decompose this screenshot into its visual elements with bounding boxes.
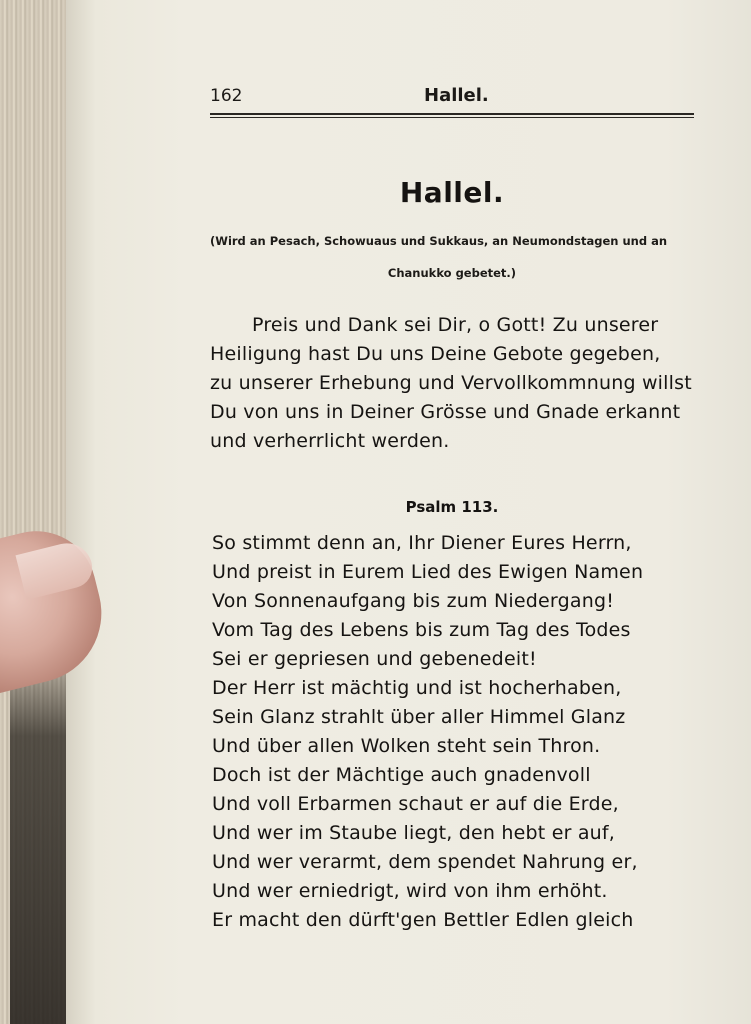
verse-line: Und wer verarmt, dem spendet Nahrung er, [212, 851, 638, 873]
psalm-heading: Psalm 113. [405, 498, 499, 516]
liturgical-note-line-1: (Wird an Pesach, Schowuaus und Sukkaus, an Neumondstagen und an [210, 234, 668, 248]
running-title: Hallel. [424, 85, 489, 106]
verse-line: Und wer im Staube liegt, den hebt er auf, [212, 822, 616, 844]
page-title: Hallel. [399, 176, 505, 209]
verse-line: Und preist in Eurem Lied des Ewigen Namen [212, 561, 644, 583]
verse-line: Sei er gepriesen und gebenedeit! [212, 648, 537, 670]
page-number: 162 [210, 86, 243, 106]
verse-line: Von Sonnenaufgang bis zum Niedergang! [212, 590, 615, 612]
intro-line: und verherrlicht werden. [210, 430, 450, 452]
verse-line: Vom Tag des Lebens bis zum Tag des Todes [212, 619, 631, 641]
book-page-edges [0, 0, 72, 1024]
verse-line: So stimmt denn an, Ihr Diener Eures Herrn, [212, 532, 632, 554]
intro-line: Heiligung hast Du uns Deine Gebote gegeben, [210, 343, 661, 365]
intro-line: Preis und Dank sei Dir, o Gott! Zu unserer [252, 314, 659, 336]
page-header [210, 86, 694, 110]
verse-line: Und über allen Wolken steht sein Thron. [212, 735, 601, 757]
verse-line: Doch ist der Mächtige auch gnadenvoll [212, 764, 591, 786]
intro-line: zu unserer Erhebung und Vervollkommnung willst [210, 372, 692, 394]
verse-line: Er macht den dürft'gen Bettler Edlen gleich [212, 909, 634, 931]
liturgical-note-line-2: Chanukko gebetet.) [387, 266, 517, 280]
verse-line: Und voll Erbarmen schaut er auf die Erde, [212, 793, 619, 815]
verse-line: Sein Glanz strahlt über aller Himmel Glanz [212, 706, 626, 728]
intro-line: Du von uns in Deiner Grösse und Gnade erkannt [210, 401, 681, 423]
verse-line: Und wer erniedrigt, wird von ihm erhöht. [212, 880, 608, 902]
header-rule [210, 113, 694, 118]
verse-line: Der Herr ist mächtig und ist hocherhaben, [212, 677, 622, 699]
